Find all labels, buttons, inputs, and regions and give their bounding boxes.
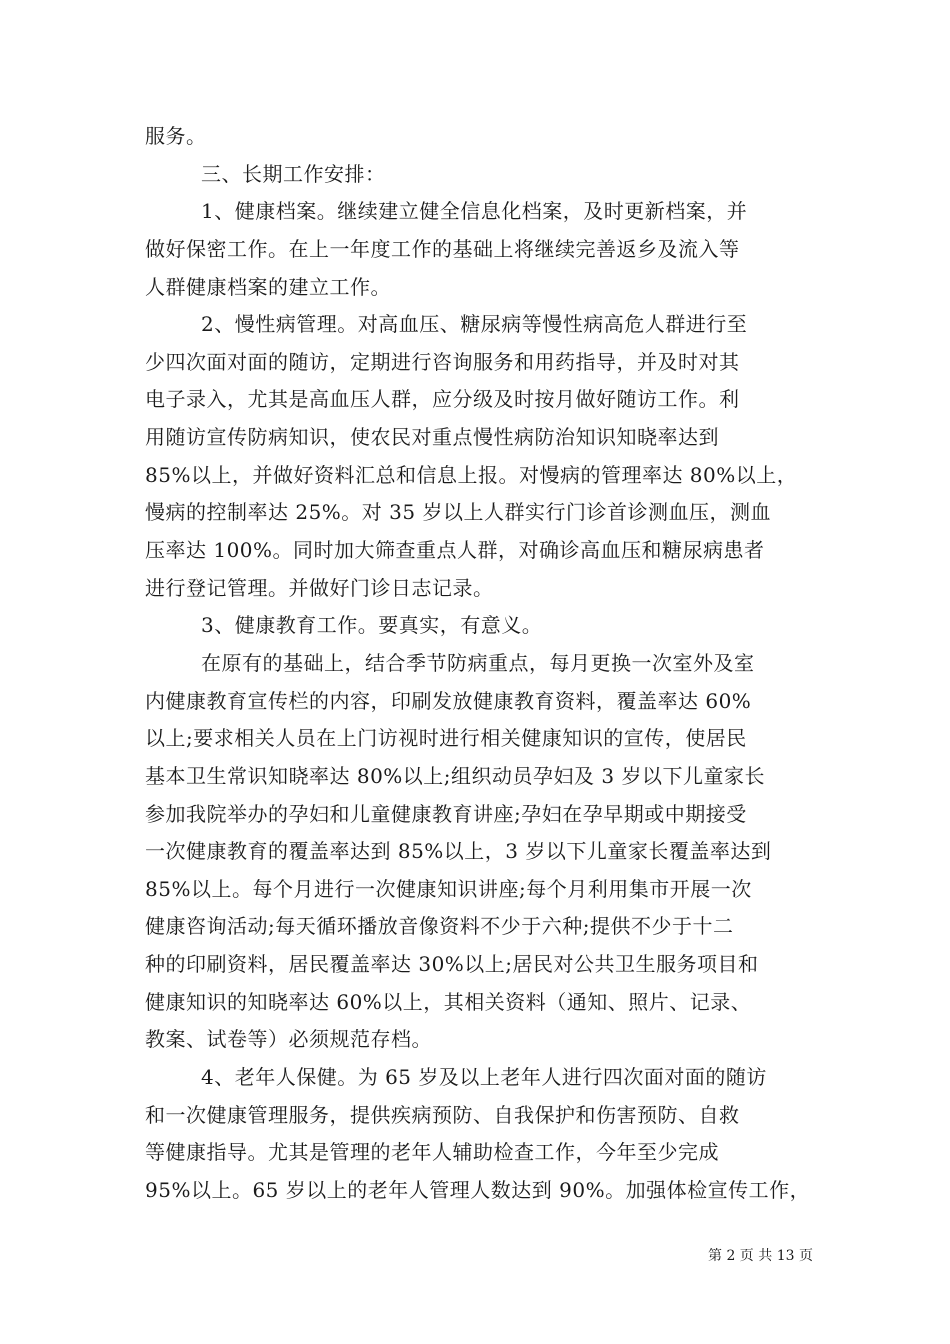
text-line: 基本卫生常识知晓率达 80%以上;组织动员孕妇及 3 岁以下儿童家长 xyxy=(145,763,765,788)
text-line: 85%以上。每个月进行一次健康知识讲座;每个月利用集市开展一次 xyxy=(145,876,752,901)
text-line: 少四次面对面的随访，定期进行咨询服务和用药指导，并及时对其 xyxy=(145,349,740,374)
text-line: 85%以上，并做好资料汇总和信息上报。对慢病的管理率达 80%以上， xyxy=(145,462,798,487)
text-line: 参加我院举办的孕妇和儿童健康教育讲座;孕妇在孕早期或中期接受 xyxy=(145,801,747,826)
text-line: 健康知识的知晓率达 60%以上，其相关资料（通知、照片、记录、 xyxy=(145,989,752,1014)
page-number: 第 2 页 共 13 页 xyxy=(708,1248,813,1264)
text-line: 压率达 100%。同时加大筛查重点人群，对确诊高血压和糖尿病患者 xyxy=(145,538,765,563)
text-line: 和一次健康管理服务，提供疾病预防、自我保护和伤害预防、自救 xyxy=(145,1102,740,1127)
text-line: 1、健康档案。继续建立健全信息化档案，及时更新档案，并 xyxy=(201,199,748,224)
text-line: 种的印刷资料，居民覆盖率达 30%以上;居民对公共卫生服务项目和 xyxy=(145,952,759,977)
text-line: 三、长期工作安排： xyxy=(201,161,386,186)
text-line: 95%以上。65 岁以上的老年人管理人数达到 90%。加强体检宣传工作， xyxy=(145,1177,811,1202)
text-line: 等健康指导。尤其是管理的老年人辅助检查工作，今年至少完成 xyxy=(145,1140,719,1165)
text-line: 用随访宣传防病知识，使农民对重点慢性病防治知识知晓率达到 xyxy=(145,425,719,450)
text-line: 慢病的控制率达 25%。对 35 岁以上人群实行门诊首诊测血压，测血 xyxy=(145,500,771,525)
text-line: 3、健康教育工作。要真实，有意义。 xyxy=(201,613,543,638)
text-line: 一次健康教育的覆盖率达到 85%以上，3 岁以下儿童家长覆盖率达到 xyxy=(145,839,772,864)
text-line: 服务。 xyxy=(145,124,207,148)
text-line: 内健康教育宣传栏的内容，印刷发放健康教育资料，覆盖率达 60% xyxy=(145,688,752,713)
text-line: 电子录入，尤其是高血压人群，应分级及时按月做好随访工作。利 xyxy=(145,387,740,412)
text-line: 人群健康档案的建立工作。 xyxy=(145,274,391,299)
text-line: 做好保密工作。在上一年度工作的基础上将继续完善返乡及流入等 xyxy=(145,236,740,261)
text-line: 以上;要求相关人员在上门访视时进行相关健康知识的宣传，使居民 xyxy=(145,726,747,751)
text-line: 在原有的基础上，结合季节防病重点，每月更换一次室外及室 xyxy=(201,650,755,675)
text-line: 进行登记管理。并做好门诊日志记录。 xyxy=(145,575,494,600)
text-line: 健康咨询活动;每天循环播放音像资料不少于六种;提供不少于十二 xyxy=(145,914,734,939)
text-line: 2、慢性病管理。对高血压、糖尿病等慢性病高危人群进行至 xyxy=(201,312,748,337)
text-line: 4、老年人保健。为 65 岁及以上老年人进行四次面对面的随访 xyxy=(201,1065,767,1090)
text-line: 教案、试卷等）必须规范存档。 xyxy=(145,1027,432,1052)
document-body xyxy=(145,118,817,1210)
